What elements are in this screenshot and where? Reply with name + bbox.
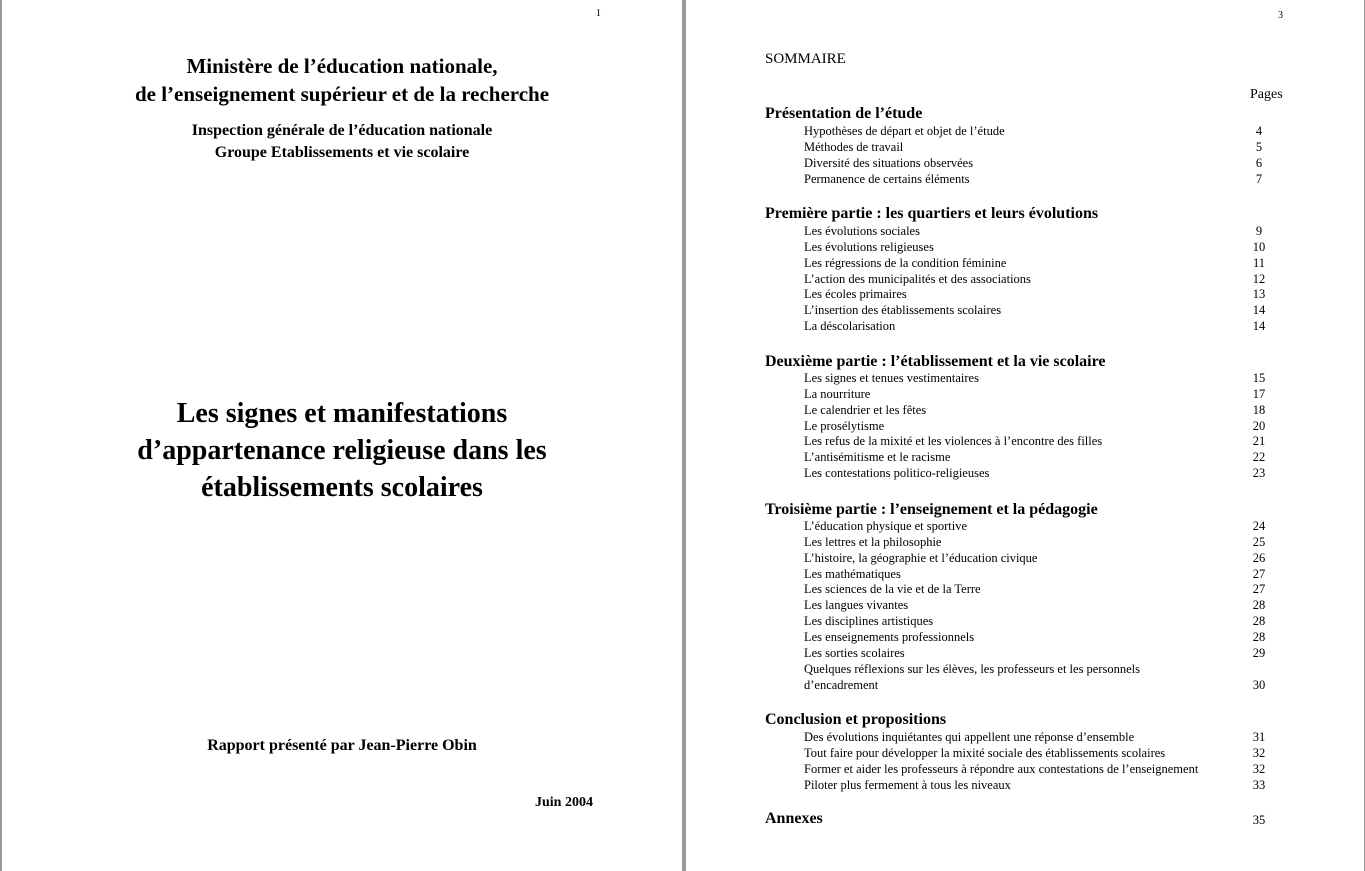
toc-entry-page: 20 xyxy=(1252,418,1266,433)
toc-entry-page: 10 xyxy=(1252,239,1266,254)
toc-entry: Les enseignements professionnels xyxy=(804,630,975,644)
toc-entry: Former et aider les professeurs à répondre aux contestations de l’enseignement xyxy=(804,761,1199,776)
toc-section-title: Troisième partie : l’enseignement et la pédagogie xyxy=(765,501,1098,518)
toc-entry-page: 24 xyxy=(1252,519,1266,533)
toc-entry-page: 32 xyxy=(1252,761,1266,776)
ministry-line: de l’enseignement supérieur et de la recherche xyxy=(134,82,550,106)
toc-entry: L’éducation physique et sportive xyxy=(804,519,968,533)
toc-entry: Le prosélytisme xyxy=(804,418,885,433)
toc-entry: Tout faire pour développer la mixité sociale des établissements scolaires xyxy=(804,745,1166,760)
report-title xyxy=(2,395,682,506)
inspection-line: Inspection générale de l’éducation nationale xyxy=(191,122,493,139)
title-line: d’appartenance religieuse dans les xyxy=(137,435,547,466)
title-line: Les signes et manifestations xyxy=(176,398,508,429)
toc-entry: Le calendrier et les fêtes xyxy=(804,402,927,417)
toc-section-title: Première partie : les quartiers et leurs évolutions xyxy=(765,205,1099,222)
toc-entry: Les disciplines artistiques xyxy=(804,614,934,629)
page-number: 3 xyxy=(1278,10,1283,21)
toc-section-page: 35 xyxy=(1252,813,1266,827)
toc-entry: Les mathématiques xyxy=(804,566,901,581)
toc-entry: L’action des municipalités et des associations xyxy=(804,271,1031,286)
toc-entry-page: 28 xyxy=(1252,630,1266,644)
inspection-header xyxy=(2,120,682,164)
toc-entry-page: 25 xyxy=(1252,534,1266,549)
toc-entry-page: 28 xyxy=(1252,614,1266,629)
page-right xyxy=(686,0,1364,871)
toc-entry: Les régressions de la condition féminine xyxy=(804,255,1007,270)
toc-entry: Hypothèses de départ et objet de l’étude xyxy=(804,124,1005,138)
ministry-line: Ministère de l’éducation nationale, xyxy=(186,54,498,78)
toc-entry: Des évolutions inquiétantes qui appellent une réponse d’ensemble xyxy=(804,730,1135,744)
report-author: Rapport présenté par Jean-Pierre Obin xyxy=(207,737,477,754)
toc-section-title: Présentation de l’étude xyxy=(765,105,923,122)
toc-entry: Diversité des situations observées xyxy=(804,155,974,170)
toc-entry: Permanence de certains éléments xyxy=(804,171,970,186)
toc-entry-page: 14 xyxy=(1252,319,1266,334)
toc-entry-page: 32 xyxy=(1252,745,1266,760)
toc-entry: d’encadrement xyxy=(804,677,879,692)
toc-entry: Méthodes de travail xyxy=(804,139,904,154)
toc-entry-page: 29 xyxy=(1252,645,1266,660)
toc-entry-page: 11 xyxy=(1252,255,1266,270)
toc-entry: Quelques réflexions sur les élèves, les professeurs et les personnels xyxy=(804,661,1141,676)
toc-entry: La nourriture xyxy=(804,386,871,401)
toc-entry-page: 5 xyxy=(1255,139,1263,154)
toc-entry-page: 17 xyxy=(1252,386,1266,401)
report-date: Juin 2004 xyxy=(535,795,593,810)
title-line: établissements scolaires xyxy=(201,472,483,503)
toc-entry-page: 18 xyxy=(1252,402,1266,417)
toc-section-title: Deuxième partie : l’établissement et la vie scolaire xyxy=(765,353,1106,370)
toc-entry: Les sciences de la vie et de la Terre xyxy=(804,582,981,597)
toc-entry-page: 33 xyxy=(1252,777,1266,792)
toc-section-title: Annexes xyxy=(765,810,823,827)
toc-entry: Piloter plus fermement à tous les niveaux xyxy=(804,777,1011,792)
toc-entry-page: 30 xyxy=(1252,677,1266,692)
toc-entry: Les évolutions sociales xyxy=(804,224,920,238)
toc-entry-page: 13 xyxy=(1252,287,1266,302)
toc-entry: L’insertion des établissements scolaires xyxy=(804,303,1002,318)
inspection-line: Groupe Etablissements et vie scolaire xyxy=(214,144,470,161)
toc-entry: Les lettres et la philosophie xyxy=(804,534,942,549)
toc-entry-page: 23 xyxy=(1252,466,1266,481)
toc-entry: Les évolutions religieuses xyxy=(804,239,934,254)
toc-entry: La déscolarisation xyxy=(804,319,896,334)
toc-entry-page: 28 xyxy=(1252,598,1266,613)
toc-entry-page: 27 xyxy=(1252,582,1266,597)
toc-entry-page: 14 xyxy=(1252,303,1266,318)
toc-entry: Les refus de la mixité et les violences à l’encontre des filles xyxy=(804,434,1103,449)
toc-entry-page: 9 xyxy=(1255,224,1263,238)
toc-pages-label: Pages xyxy=(1250,87,1283,102)
toc-heading: SOMMAIRE xyxy=(765,51,846,67)
toc-entry-page: 12 xyxy=(1252,271,1266,286)
toc-entry: L’antisémitisme et le racisme xyxy=(804,450,951,465)
toc-entry-page: 7 xyxy=(1255,171,1263,186)
toc-section-title: Conclusion et propositions xyxy=(765,711,947,728)
toc-entry-page: 31 xyxy=(1252,730,1266,744)
toc-entry-page: 22 xyxy=(1252,450,1266,465)
toc-entry: L’histoire, la géographie et l’éducation civique xyxy=(804,550,1038,565)
toc-entry: Les contestations politico-religieuses xyxy=(804,466,990,481)
toc-entry: Les sorties scolaires xyxy=(804,645,905,660)
toc-entry-page: 26 xyxy=(1252,550,1266,565)
page-left xyxy=(2,0,682,871)
toc-entry-page: 27 xyxy=(1252,566,1266,581)
ministry-header xyxy=(2,52,682,108)
page-number: 1 xyxy=(596,8,601,19)
toc-entry-page: 15 xyxy=(1252,371,1266,385)
toc-entry-page: 21 xyxy=(1252,434,1266,449)
toc-entry: Les écoles primaires xyxy=(804,287,907,302)
toc-entry-page: 6 xyxy=(1255,155,1263,170)
toc-entry: Les signes et tenues vestimentaires xyxy=(804,371,979,385)
toc-entry-page: 4 xyxy=(1255,124,1263,138)
toc-entry: Les langues vivantes xyxy=(804,598,909,613)
